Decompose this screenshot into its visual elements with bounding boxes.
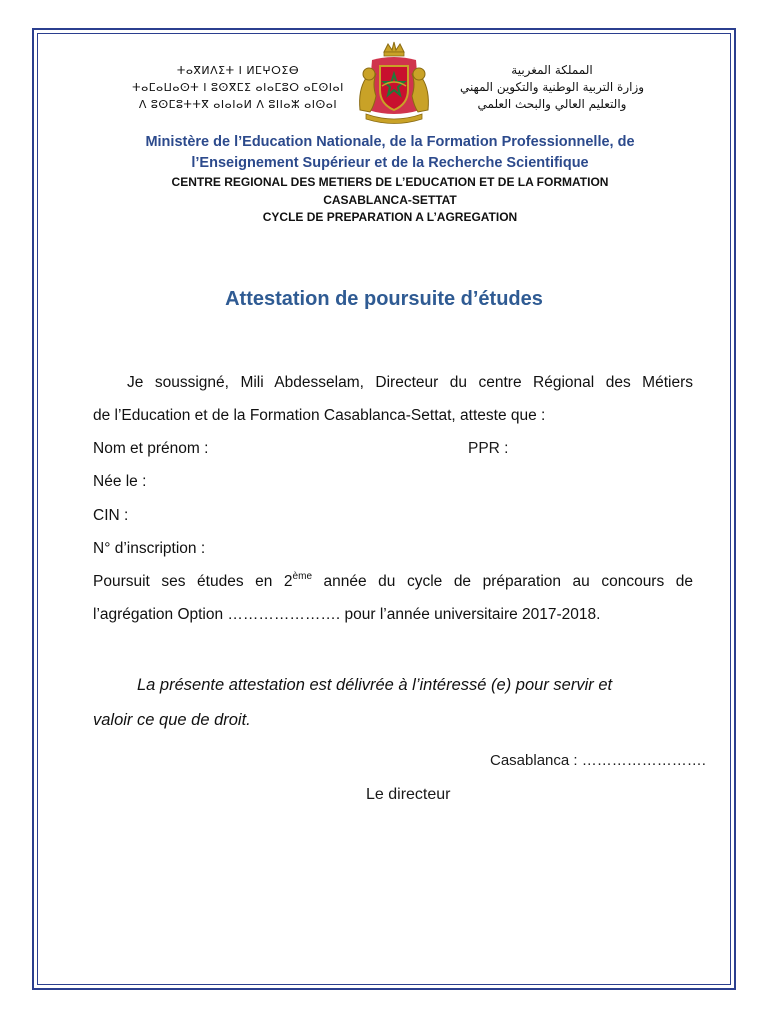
intro-line: de l’Education et de la Formation Casablanca-Settat, atteste que : xyxy=(93,407,546,424)
arabic-line: المملكة المغربية xyxy=(511,63,593,77)
ordinal-suffix: ème xyxy=(292,571,312,582)
centre-line: CENTRE REGIONAL DES METIERS DE L’EDUCATION ET DE LA FORMATION xyxy=(171,175,609,189)
centre-line: CASABLANCA-SETTAT xyxy=(323,192,457,207)
pursuit-line xyxy=(93,573,693,591)
tifinagh-line: ⴷ ⵓⵙⵎⵓⵜⵜⴳ ⴰⵏⴰⵏⴰⵍ ⴷ ⵓⵏⵏⴰⵣ ⴰⵏⵙⴰⵏ xyxy=(138,98,338,111)
centre-line: CYCLE DE PREPARATION A L’AGREGATION xyxy=(262,210,518,224)
arabic-line: وزارة التربية الوطنية والتكوين المهني xyxy=(459,80,645,94)
arabic-heading xyxy=(432,62,672,113)
statement-line: valoir ce que de droit. xyxy=(93,711,251,729)
royal-coat-of-arms-icon xyxy=(352,40,436,124)
pursuit-line: l’agrégation Option …………………. pour l’année universitaire 2017-2018. xyxy=(93,606,601,623)
letterhead xyxy=(108,40,678,126)
centre-name xyxy=(60,174,720,227)
field-ppr-label: PPR : xyxy=(468,440,509,457)
ministry-line: Ministère de l’Education Nationale, de la Formation Professionnelle, de xyxy=(145,134,635,150)
field-name-label: Nom et prénom : xyxy=(93,440,209,457)
tifinagh-line: ⵜⴰⵎⴰⵡⴰⵙⵜ ⵏ ⵓⵙⴳⵎⵉ ⴰⵏⴰⵎⵓⵔ ⴰⵎⵙⵏⴰⵏ xyxy=(132,81,344,94)
statement-line: La présente attestation est délivrée à l’intéressé (e) pour servir et xyxy=(137,676,613,694)
field-inscription-label: N° d’inscription : xyxy=(93,540,206,557)
tifinagh-heading xyxy=(118,62,358,113)
pursuit-text: année du cycle de préparation au concours de xyxy=(312,573,694,590)
signature-place-date: Casablanca : ……………………. xyxy=(490,752,706,769)
tifinagh-line: ⵜⴰⴳⵍⴷⵉⵜ ⵏ ⵍⵎⵖⵔⵉⴱ xyxy=(176,64,300,77)
ministry-line: l’Enseignement Supérieur et de la Recherche Scientifique xyxy=(191,155,589,171)
field-birthdate-label: Née le : xyxy=(93,473,147,490)
ministry-name xyxy=(60,132,720,174)
arabic-line: والتعليم العالي والبحث العلمي xyxy=(477,97,627,111)
intro-line: Je soussigné, Mili Abdesselam, Directeur du centre Régional des Métiers xyxy=(127,374,693,391)
document-title: Attestation de poursuite d’études xyxy=(225,288,543,310)
pursuit-text: Poursuit ses études en 2 xyxy=(93,573,293,590)
field-cin-label: CIN : xyxy=(93,507,129,524)
signatory-title: Le directeur xyxy=(366,786,451,803)
